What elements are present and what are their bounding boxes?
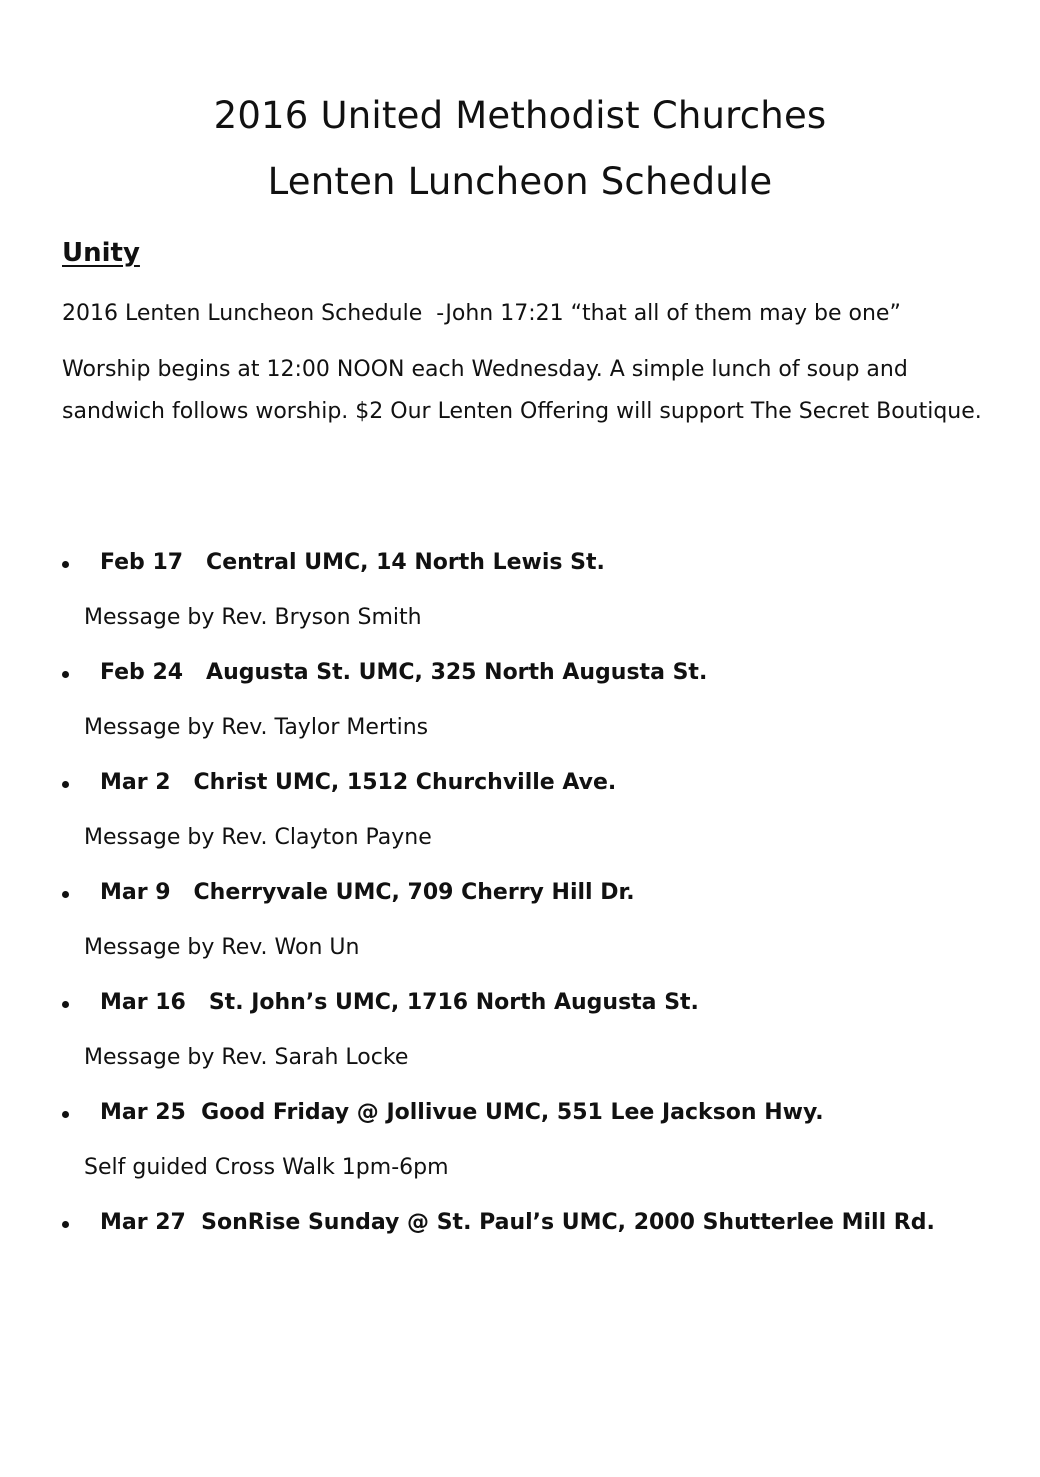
bullet-icon: [62, 671, 69, 678]
event-speaker: Message by Rev. Taylor Mertins: [84, 715, 429, 740]
schedule-item: [62, 871, 1022, 981]
bullet-icon: [62, 561, 69, 568]
section-heading-unity: Unity: [62, 238, 140, 268]
event-activity-note: Self guided Cross Walk 1pm-6pm: [84, 1155, 449, 1180]
schedule-item: [62, 651, 1022, 761]
event-date-location: Mar 25 Good Friday @ Jollivue UMC, 551 Lee Jackson Hwy.: [100, 1100, 824, 1125]
worship-info-paragraph: Worship begins at 12:00 NOON each Wednesday. A simple lunch of soup and sandwich follows worship. $2 Our Lenten Offering will support The Secret Boutique.: [62, 357, 982, 424]
event-date-location: Feb 17 Central UMC, 14 North Lewis St.: [100, 550, 605, 575]
bullet-icon: [62, 891, 69, 898]
event-date-location: Feb 24 Augusta St. UMC, 325 North Augusta St.: [100, 660, 708, 685]
bullet-icon: [62, 1001, 69, 1008]
schedule-item: [62, 981, 1022, 1091]
event-date-location: Mar 16 St. John’s UMC, 1716 North Augusta St.: [100, 990, 699, 1015]
luncheon-schedule-list: [62, 541, 1022, 1256]
title-line-1: 2016 United Methodist Churches: [213, 93, 827, 137]
bullet-icon: [62, 1221, 69, 1228]
schedule-item: [62, 1201, 1022, 1256]
event-speaker: Message by Rev. Bryson Smith: [84, 605, 422, 630]
event-speaker: Message by Rev. Sarah Locke: [84, 1045, 409, 1070]
document-title: [0, 83, 1040, 215]
bullet-icon: [62, 1111, 69, 1118]
title-line-2: Lenten Luncheon Schedule: [267, 159, 773, 203]
bullet-icon: [62, 781, 69, 788]
event-date-location: Mar 27 SonRise Sunday @ St. Paul’s UMC, 2000 Shutterlee Mill Rd.: [100, 1210, 935, 1235]
event-speaker: Message by Rev. Clayton Payne: [84, 825, 432, 850]
schedule-item: [62, 1091, 1022, 1201]
event-date-location: Mar 9 Cherryvale UMC, 709 Cherry Hill Dr.: [100, 880, 635, 905]
event-speaker: Message by Rev. Won Un: [84, 935, 360, 960]
scripture-line: 2016 Lenten Luncheon Schedule -John 17:21 “that all of them may be one”: [62, 301, 901, 326]
event-date-location: Mar 2 Christ UMC, 1512 Churchville Ave.: [100, 770, 617, 795]
schedule-item: [62, 541, 1022, 651]
schedule-item: [62, 761, 1022, 871]
